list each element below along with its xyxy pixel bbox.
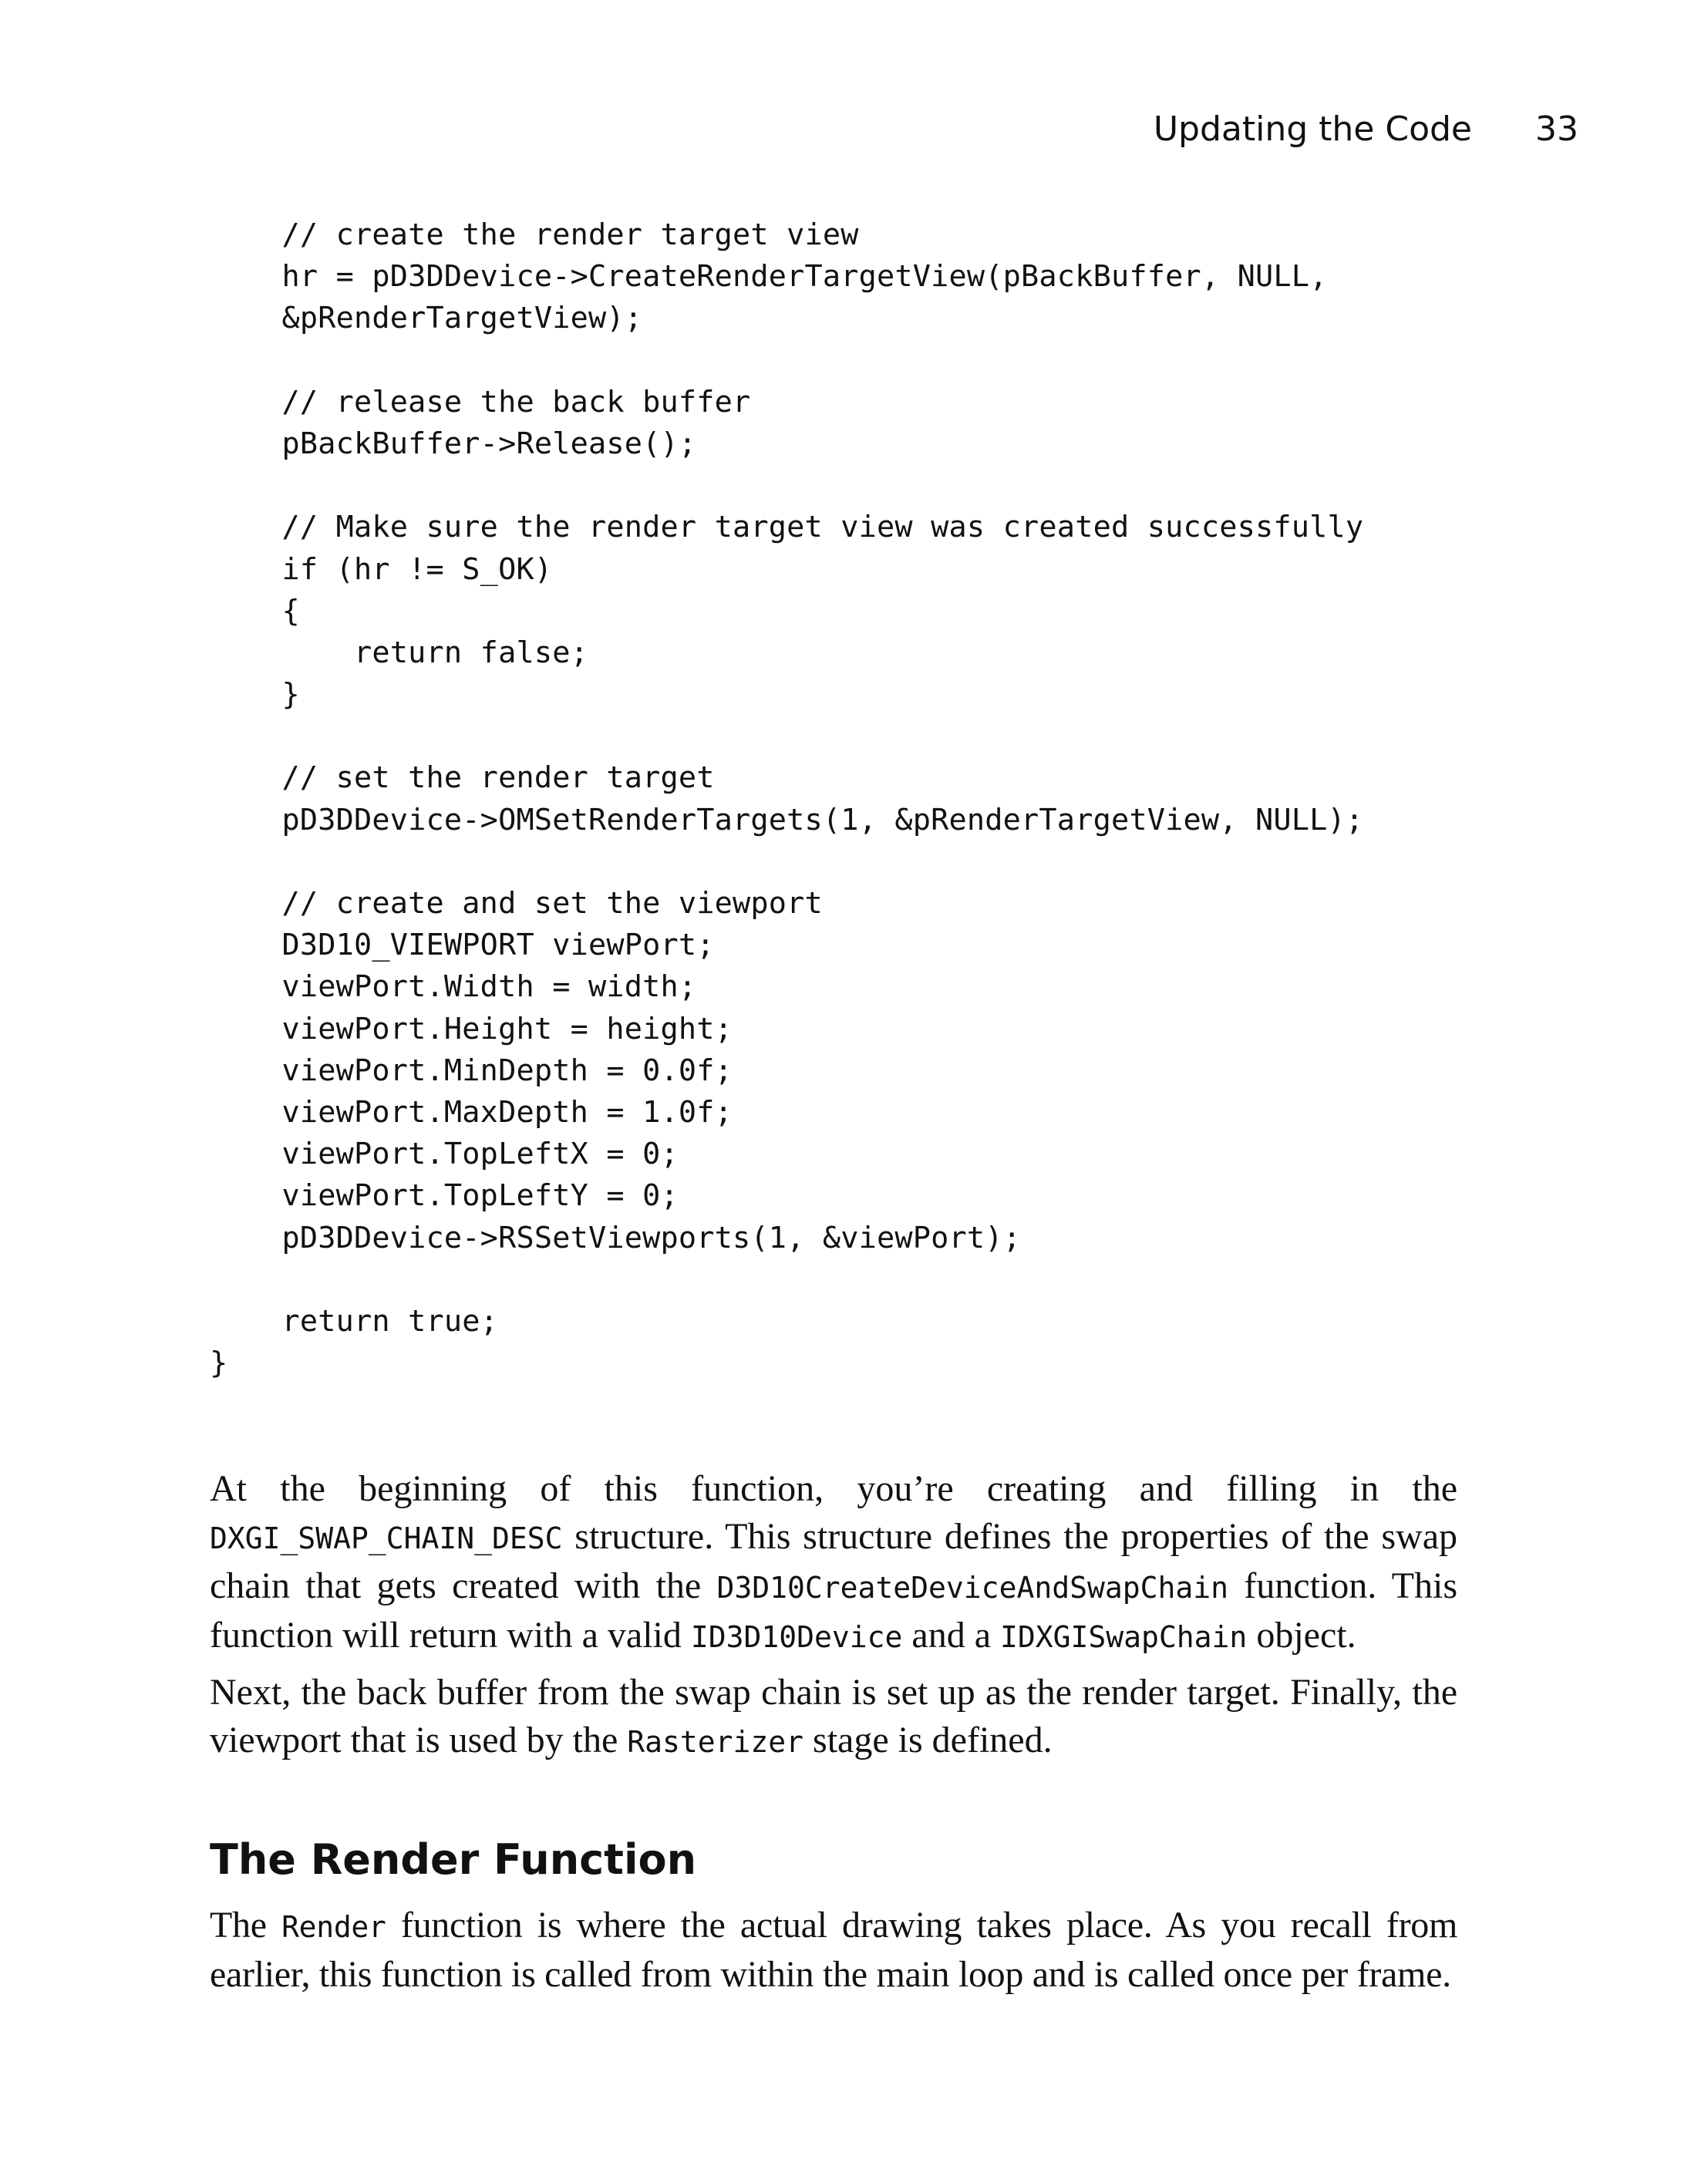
inline-code: Rasterizer [627, 1725, 804, 1759]
inline-code: IDXGISwapChain [1000, 1620, 1248, 1654]
code-line: hr = pD3DDevice->CreateRenderTargetView(pBackBuffer, NULL, [210, 259, 1328, 295]
page-number: 33 [1535, 109, 1578, 149]
inline-code: ID3D10Device [690, 1620, 903, 1654]
code-line: viewPort.TopLeftY = 0; [210, 1178, 679, 1214]
code-line: &pRenderTargetView); [210, 301, 643, 336]
code-line [210, 1259, 1363, 1301]
text-run: function is where the actual drawing takes place. As you recall from earlier, this function is called from within the main loop and is called once per frame. [210, 1905, 1457, 1995]
body-paragraph-3 [210, 1902, 1457, 1999]
running-head-title: Updating the Code [1153, 109, 1472, 149]
code-line: viewPort.Height = height; [210, 1011, 733, 1046]
text-run: Next, the back buffer from the swap chain is set up as the render target. Finally, the viewport that is used by the [210, 1672, 1457, 1760]
running-head [1154, 109, 1578, 149]
code-line: D3D10_VIEWPORT viewPort; [210, 928, 715, 963]
code-line: pBackBuffer->Release(); [210, 426, 697, 461]
text-run: object. [1247, 1615, 1356, 1656]
code-line: // release the back buffer [210, 384, 751, 419]
code-line: viewPort.Width = width; [210, 969, 697, 1005]
code-line: viewPort.TopLeftX = 0; [210, 1137, 679, 1172]
inline-code: DXGI_SWAP_CHAIN_DESC [210, 1521, 563, 1555]
code-line [210, 465, 1363, 507]
text-run: structure. This structure defines the properties of the swap chain that gets created with the [210, 1516, 1457, 1606]
code-line: pD3DDevice->RSSetViewports(1, &viewPort); [210, 1220, 1022, 1255]
code-line: // create and set the viewport [210, 886, 823, 921]
code-line: // Make sure the render target view was created successfully [210, 510, 1364, 545]
code-line: } [210, 1346, 228, 1381]
code-line: viewPort.MinDepth = 0.0f; [210, 1053, 733, 1088]
code-line: { [210, 593, 300, 628]
text-run: stage is defined. [803, 1720, 1053, 1760]
code-line: // create the render target view [210, 217, 859, 252]
code-line [210, 716, 1363, 757]
inline-code: Render [281, 1910, 386, 1944]
code-line: viewPort.MaxDepth = 1.0f; [210, 1094, 733, 1130]
code-line: pD3DDevice->OMSetRenderTargets(1, &pRenderTargetView, NULL); [210, 802, 1364, 837]
text-run: The [210, 1905, 282, 1946]
code-line: } [210, 677, 300, 713]
code-line: return true; [210, 1303, 499, 1339]
body-paragraph-1 [210, 1465, 1457, 1661]
code-line: return false; [210, 635, 588, 670]
code-line: if (hr != S_OK) [210, 551, 553, 587]
text-run: and a [902, 1615, 1001, 1656]
text-run: At the beginning of this function, you’re creating and filling in the [210, 1468, 1457, 1509]
inline-code: D3D10CreateDeviceAndSwapChain [716, 1571, 1228, 1605]
code-line [210, 841, 1363, 883]
section-heading: The Render Function [210, 1835, 697, 1884]
code-line: // set the render target [210, 760, 715, 796]
code-line [210, 340, 1363, 382]
code-listing [210, 214, 1363, 1384]
body-paragraph-2 [210, 1669, 1457, 1766]
text-run: function. This function will return with a valid [210, 1565, 1457, 1656]
